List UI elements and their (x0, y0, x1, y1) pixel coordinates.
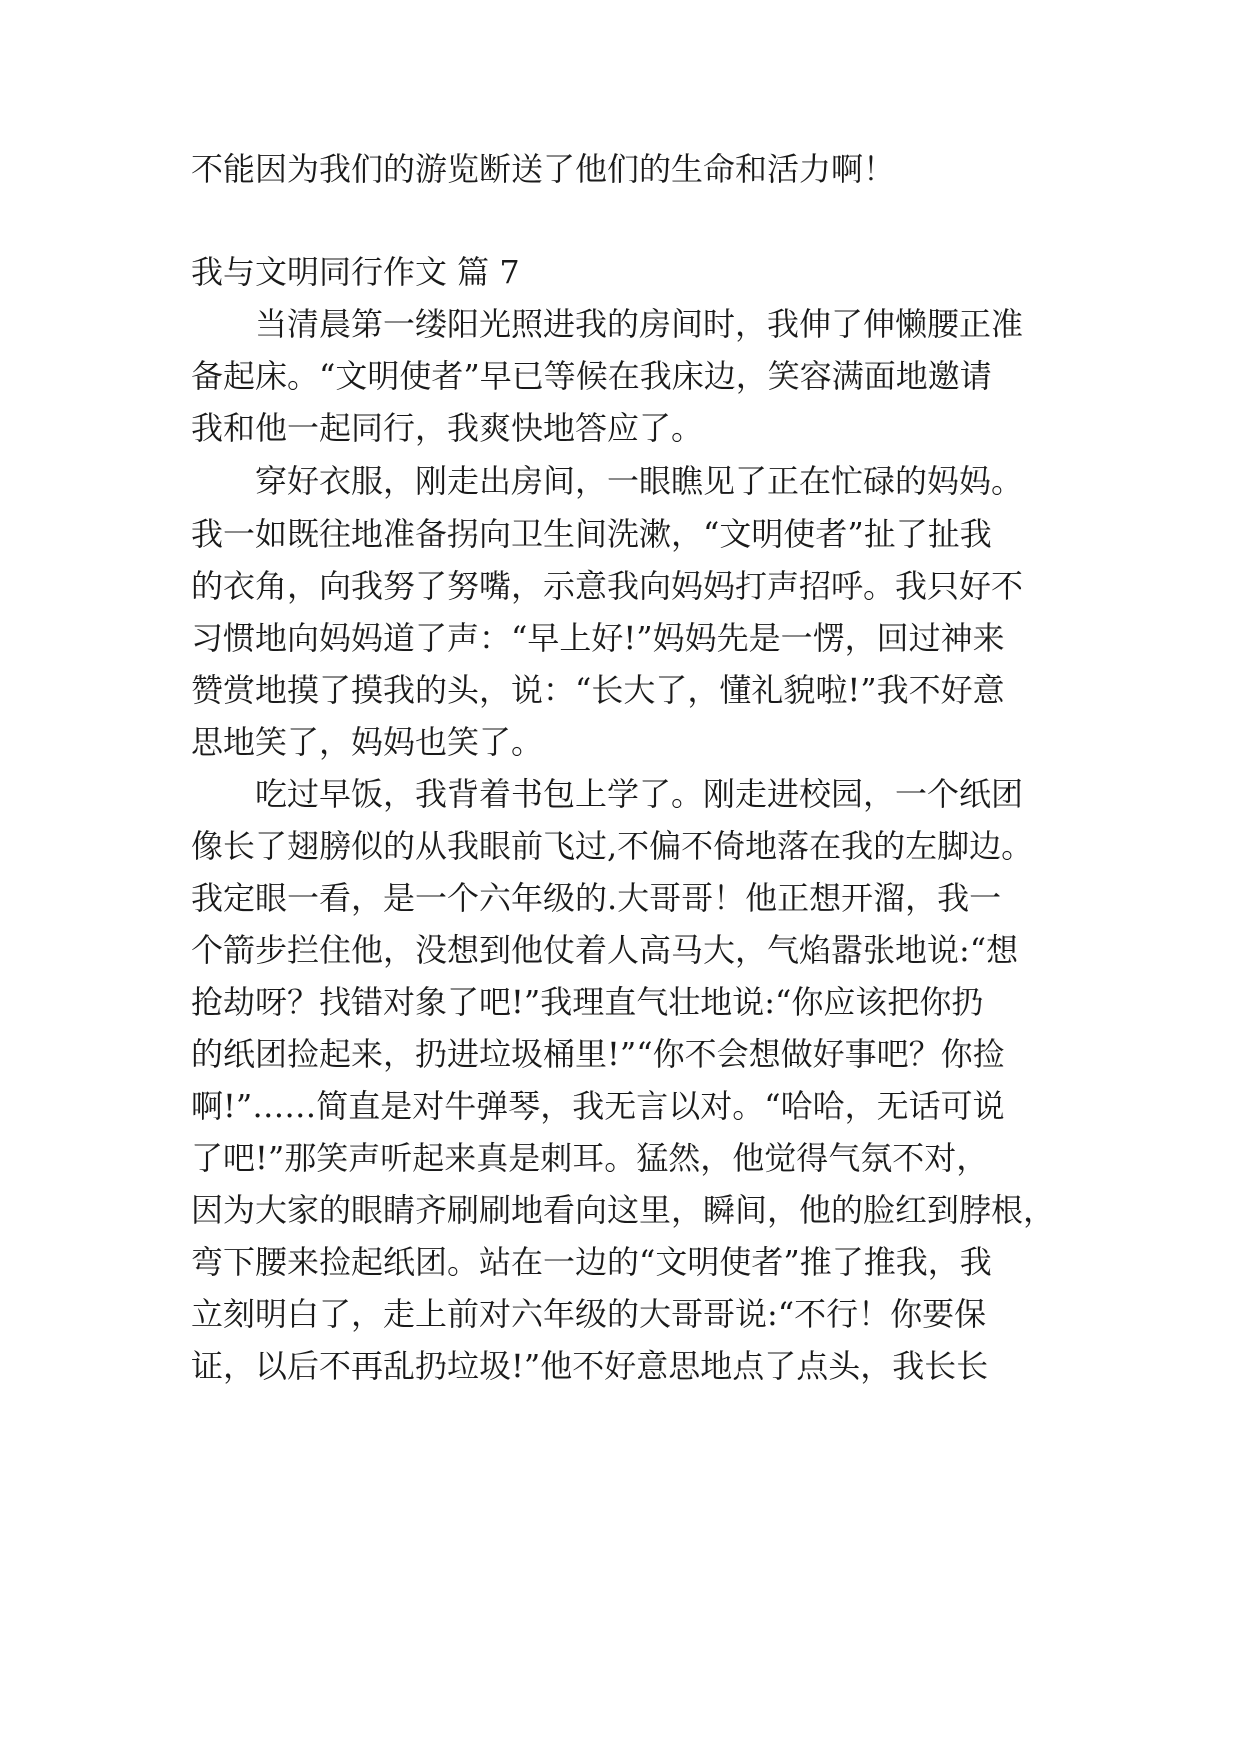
paragraph-3-line-6: 的纸团捡起来，扔进垃圾桶里!”“你不会想做好事吧？你捡 (191, 1035, 1005, 1073)
paragraph-3-line-11: 立刻明白了，走上前对六年级的大哥哥说:“不行！你要保 (191, 1295, 987, 1333)
paragraph-3-line-3: 我定眼一看，是一个六年级的.大哥哥！他正想开溜，我一 (191, 879, 1002, 917)
paragraph-3-line-7: 啊!”……简直是对牛弹琴，我无言以对。“哈哈，无话可说 (191, 1087, 1005, 1125)
paragraph-3-line-2: 像长了翅膀似的从我眼前飞过,不偏不倚地落在我的左脚边。 (191, 827, 1034, 865)
paragraph-3-line-4: 个箭步拦住他，没想到他仗着人高马大，气焰嚣张地说:“想 (191, 931, 1019, 969)
paragraph-3-line-12: 证，以后不再乱扔垃圾!”他不好意思地点了点头，我长长 (191, 1347, 989, 1385)
intro-closing-line: 不能因为我们的游览断送了他们的生命和活力啊！ (191, 150, 896, 188)
essay-heading: 我与文明同行作文 篇 7 (191, 253, 520, 291)
paragraph-2-line-6: 思地笑了，妈妈也笑了。 (191, 723, 544, 761)
paragraph-3-line-5: 抢劫呀？找错对象了吧!”我理直气壮地说:“你应该把你扔 (191, 983, 984, 1021)
paragraph-2-line-2: 我一如既往地准备拐向卫生间洗漱，“文明使者”扯了扯我 (191, 515, 992, 553)
paragraph-2-line-3: 的衣角，向我努了努嘴，示意我向妈妈打声招呼。我只好不 (191, 567, 1024, 605)
paragraph-1-line-2: 备起床。“文明使者”早已等候在我床边，笑容满面地邀请 (191, 357, 992, 395)
paragraph-2-line-4: 习惯地向妈妈道了声：“早上好!”妈妈先是一愣，回过神来 (191, 619, 1005, 657)
paragraph-2-line-1: 穿好衣服，刚走出房间，一眼瞧见了正在忙碌的妈妈。 (255, 462, 1024, 500)
paragraph-1-line-3: 我和他一起同行，我爽快地答应了。 (191, 409, 704, 447)
paragraph-3-line-8: 了吧!”那笑声听起来真是刺耳。猛然，他觉得气氛不对， (191, 1139, 989, 1177)
paragraph-3-line-9: 因为大家的眼睛齐刷刷地看向这里，瞬间，他的脸红到脖根， (191, 1191, 1056, 1229)
paragraph-1-line-1: 当清晨第一缕阳光照进我的房间时，我伸了伸懒腰正准 (255, 305, 1024, 343)
paragraph-2-line-5: 赞赏地摸了摸我的头，说：“长大了，懂礼貌啦!”我不好意 (191, 671, 1005, 709)
paragraph-3-line-10: 弯下腰来捡起纸团。站在一边的“文明使者”推了推我，我 (191, 1243, 992, 1281)
paragraph-3-line-1: 吃过早饭，我背着书包上学了。刚走进校园，一个纸团 (255, 775, 1024, 813)
